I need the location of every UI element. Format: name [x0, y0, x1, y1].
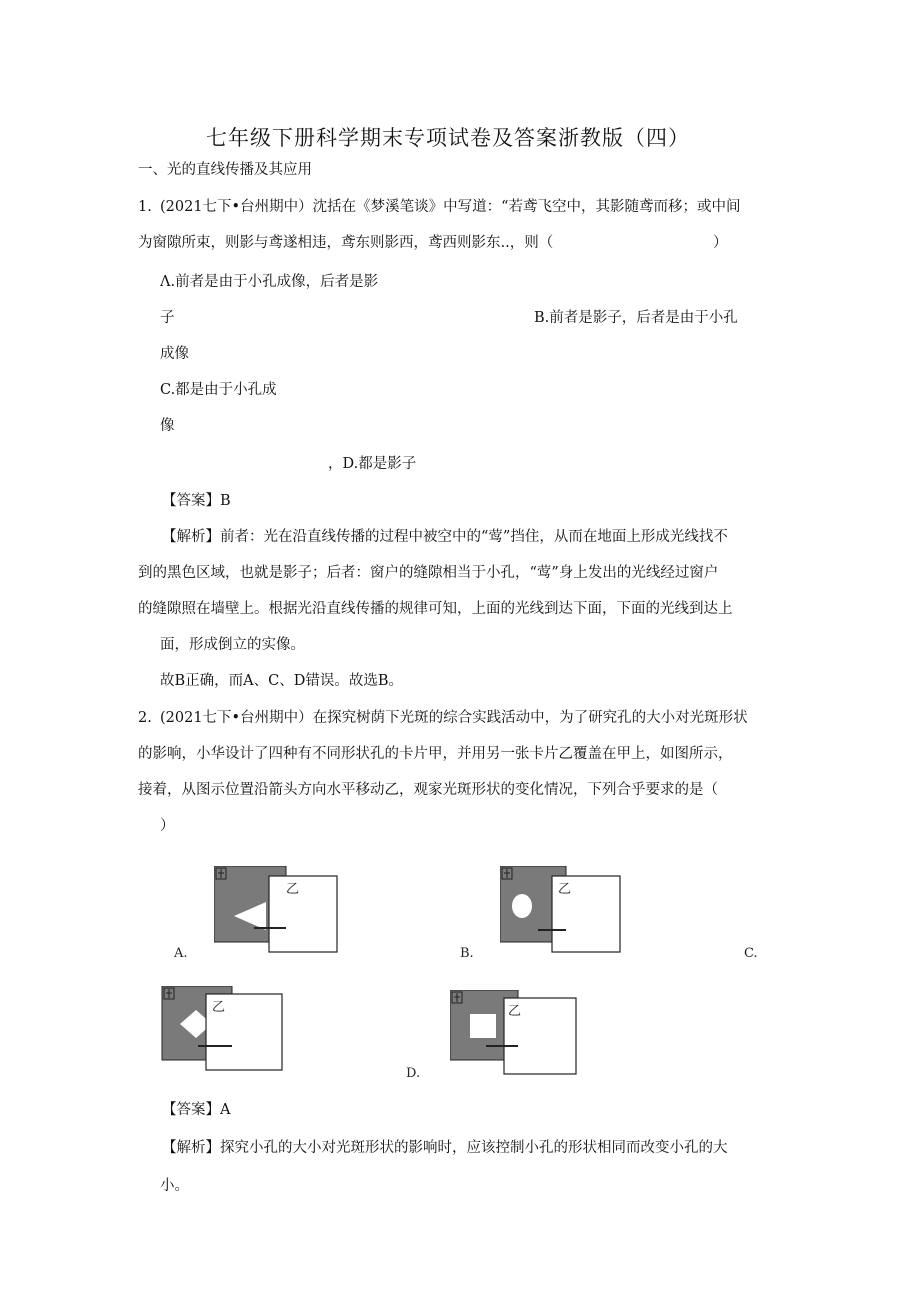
section-heading: 一、光的直线传播及其应用: [138, 162, 312, 178]
figure-label-b: B.: [460, 946, 474, 961]
figure-label-a: A.: [174, 946, 188, 961]
q1-text-line2: 为窗隙所束，则影与鸢遂相违，鸢东则影西，鸢西则影东..，则（: [138, 235, 554, 251]
q1-number: 1.: [138, 199, 152, 215]
card-yi-label: 乙: [212, 1000, 226, 1015]
q1-analysis-line1: 【解析】前者：光在沿直线传播的过程中被空中的“莺”挡住，从而在地面上形成光线找不: [162, 529, 728, 545]
q2-text-line3: 接着，从图示位置沿箭头方向水平移动乙，观家光斑形状的变化情况，下列合乎要求的是（: [138, 782, 718, 798]
q2-answer: 【答案】A: [162, 1102, 231, 1118]
figure-option-c: [160, 986, 300, 1076]
q2-text-line1: (2021七下•台州期中）在探究树荫下光斑的综合实践活动中，为了研究孔的大小对光斑形状: [160, 710, 748, 726]
q1-conclusion: 故B正确，而A、C、D错误。故选B。: [160, 673, 404, 689]
figure-label-d: D.: [406, 1066, 421, 1081]
q1-option-d: ，D.都是影子: [328, 456, 417, 472]
q2-text-line2: 的影响，小华设计了四种有不同形状孔的卡片甲，并用另一张卡片乙覆盖在甲上，如图所示，: [138, 746, 733, 762]
q1-option-b-line1: B.前者是影子，后者是由于小孔: [534, 310, 738, 326]
q1-option-c-line1: C.都是由于小孔成: [160, 382, 277, 398]
card-yi-label: 乙: [286, 882, 300, 897]
q1-option-b-line2: 成像: [160, 346, 189, 362]
q1-option-a-line2: 子: [160, 310, 175, 326]
q2-text-line4: ）: [160, 818, 175, 834]
q2-number: 2.: [138, 710, 152, 726]
figure-option-a: [214, 866, 354, 956]
card-yi-label: 乙: [508, 1004, 522, 1019]
q1-analysis-line2: 到的黑色区域，也就是影子；后者：窗户的缝隙相当于小孔，“莺”身上发出的光线经过窗户: [138, 565, 719, 581]
card-yi-label: 乙: [558, 882, 572, 897]
q1-paren-close: ）: [713, 235, 728, 251]
figure-label-c: C.: [744, 946, 758, 961]
q2-analysis-line2: 小。: [160, 1178, 189, 1194]
figure-option-d: [450, 990, 590, 1080]
q2-analysis-line1: 【解析】探究小孔的大小对光斑形状的影响时，应该控制小孔的形状相同而改变小孔的大: [162, 1140, 728, 1156]
page-title: 七年级下册科学期末专项试卷及答案浙教版（四）: [206, 126, 690, 150]
q1-analysis-line3: 的缝隙照在墙壁上。根据光沿直线传播的规律可知，上面的光线到达下面，下面的光线到达上: [138, 601, 733, 617]
q1-option-a-line1: Λ.前者是由于小孔成像，后者是影: [160, 274, 379, 290]
figure-option-b: [500, 866, 630, 956]
q1-answer: 【答案】B: [162, 493, 231, 509]
q1-text-line1: (2021七下•台州期中）沈括在《梦溪笔谈》中写道：“若鸢飞空中，其影随鸢而移；或中间: [160, 199, 741, 215]
q1-option-c-line2: 像: [160, 418, 175, 434]
q1-analysis-line4: 面，形成倒立的实像。: [160, 637, 305, 653]
